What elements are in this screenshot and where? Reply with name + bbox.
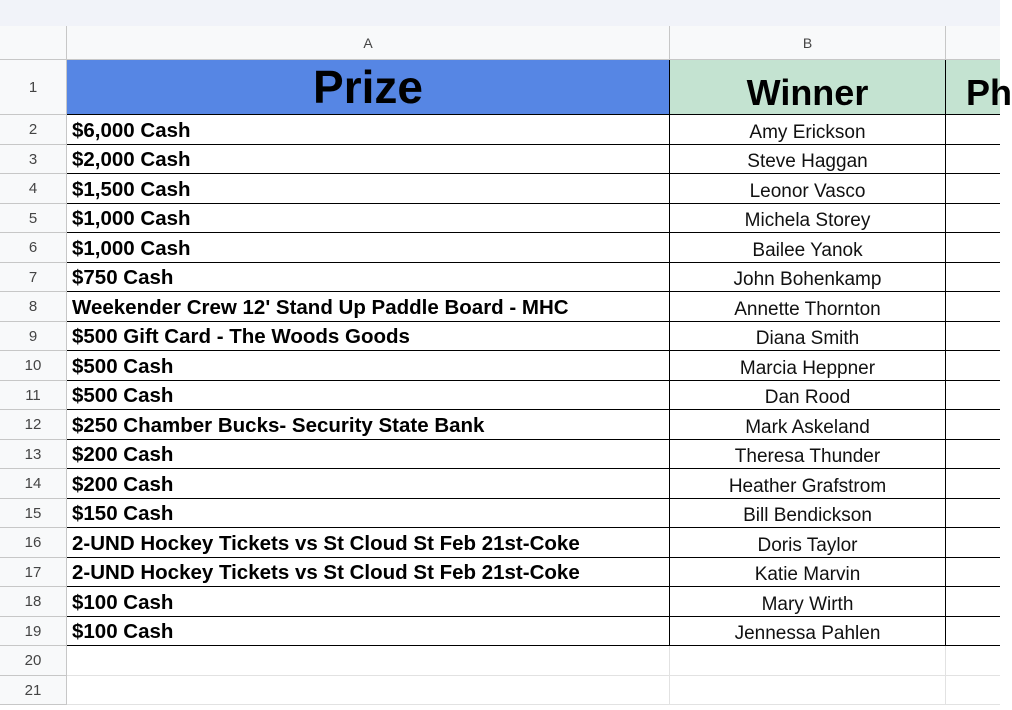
prize-text: $1,000 Cash	[72, 207, 191, 230]
prize-cell[interactable]	[67, 263, 670, 292]
row-header[interactable]: 12	[0, 410, 67, 440]
empty-cell[interactable]	[670, 646, 946, 676]
row-header[interactable]: 4	[0, 174, 67, 204]
prize-text: 2-UND Hockey Tickets vs St Cloud St Feb 21st-Coke	[72, 561, 580, 584]
prize-text: $200 Cash	[72, 473, 174, 496]
winner-text: Leonor Vasco	[749, 181, 866, 202]
prize-cell[interactable]	[67, 499, 670, 528]
row-header[interactable]: 13	[0, 440, 67, 469]
prize-cell[interactable]	[67, 469, 670, 499]
row-header[interactable]: 7	[0, 263, 67, 292]
empty-cell[interactable]	[67, 676, 670, 705]
col-c-header-cell[interactable]: Ph	[946, 60, 1000, 115]
winner-text: Bill Bendickson	[743, 505, 872, 526]
row-header[interactable]: 16	[0, 528, 67, 558]
row-header[interactable]: 18	[0, 587, 67, 617]
winner-cell[interactable]	[670, 469, 946, 499]
prize-text: $250 Chamber Bucks- Security State Bank	[72, 414, 485, 437]
prize-cell[interactable]	[67, 292, 670, 322]
row-header[interactable]: 9	[0, 322, 67, 351]
winner-cell[interactable]	[670, 499, 946, 528]
winner-cell[interactable]	[670, 145, 946, 174]
winner-cell[interactable]	[670, 381, 946, 410]
row-header[interactable]: 20	[0, 646, 67, 676]
prize-cell[interactable]	[67, 617, 670, 646]
prize-cell[interactable]	[67, 440, 670, 469]
prize-text: $6,000 Cash	[72, 119, 191, 142]
row-header[interactable]: 21	[0, 676, 67, 705]
winner-cell[interactable]	[670, 322, 946, 351]
winner-text: Marcia Heppner	[739, 358, 876, 379]
prize-text: $500 Cash	[72, 355, 174, 378]
col-c-cell[interactable]	[946, 469, 1000, 499]
winner-cell[interactable]	[670, 292, 946, 322]
empty-cell[interactable]	[670, 676, 946, 705]
row-header[interactable]: 17	[0, 558, 67, 587]
toolbar-strip	[0, 0, 1000, 26]
col-c-cell[interactable]	[946, 410, 1000, 440]
winner-text: Mary Wirth	[761, 594, 854, 615]
row-header[interactable]: 10	[0, 351, 67, 381]
column-header-a[interactable]: A	[67, 26, 670, 60]
winner-cell[interactable]	[670, 204, 946, 233]
winner-cell[interactable]	[670, 174, 946, 204]
prize-cell[interactable]	[67, 558, 670, 587]
col-c-cell[interactable]	[946, 440, 1000, 469]
winner-text: Dan Rood	[764, 387, 851, 408]
winner-text: Theresa Thunder	[734, 446, 881, 467]
row-header[interactable]: 6	[0, 233, 67, 263]
row-header[interactable]: 15	[0, 499, 67, 528]
col-c-cell[interactable]	[946, 528, 1000, 558]
winner-text: Amy Erickson	[749, 122, 866, 143]
empty-cell[interactable]	[946, 676, 1000, 705]
winner-text: Doris Taylor	[757, 535, 858, 556]
row-header[interactable]: 14	[0, 469, 67, 499]
col-c-cell[interactable]	[946, 174, 1000, 204]
prize-text: $2,000 Cash	[72, 148, 191, 171]
prize-cell[interactable]	[67, 322, 670, 351]
winner-text: Michela Storey	[744, 210, 871, 231]
prize-text: $100 Cash	[72, 591, 174, 614]
prize-cell[interactable]	[67, 410, 670, 440]
prize-cell[interactable]	[67, 115, 670, 145]
winner-cell[interactable]	[670, 233, 946, 263]
col-c-cell[interactable]	[946, 115, 1000, 145]
winner-cell[interactable]	[670, 587, 946, 617]
row-header[interactable]: 3	[0, 145, 67, 174]
winner-cell[interactable]	[670, 558, 946, 587]
row-header[interactable]: 5	[0, 204, 67, 233]
col-c-cell[interactable]	[946, 351, 1000, 381]
winner-text: Jennessa Pahlen	[734, 623, 881, 644]
col-c-cell[interactable]	[946, 145, 1000, 174]
winner-cell[interactable]	[670, 351, 946, 381]
empty-cell[interactable]	[946, 646, 1000, 676]
winner-header-cell[interactable]: Winner	[670, 60, 946, 115]
col-c-cell[interactable]	[946, 263, 1000, 292]
row-header[interactable]: 8	[0, 292, 67, 322]
winner-cell[interactable]	[670, 440, 946, 469]
prize-text: $1,000 Cash	[72, 237, 191, 260]
winner-cell[interactable]	[670, 115, 946, 145]
row-header[interactable]: 11	[0, 381, 67, 410]
winner-text: Diana Smith	[755, 328, 860, 349]
prize-text: $1,500 Cash	[72, 178, 191, 201]
row-header-1[interactable]: 1	[0, 60, 67, 115]
winner-text: Steve Haggan	[747, 151, 868, 172]
empty-cell[interactable]	[67, 646, 670, 676]
prize-cell[interactable]	[67, 233, 670, 263]
prize-cell[interactable]	[67, 528, 670, 558]
prize-cell[interactable]	[67, 145, 670, 174]
winner-cell[interactable]	[670, 263, 946, 292]
prize-header-cell[interactable]: Prize	[67, 60, 670, 115]
winner-text: Annette Thornton	[734, 299, 881, 320]
winner-cell[interactable]	[670, 617, 946, 646]
col-c-cell[interactable]	[946, 617, 1000, 646]
col-c-cell[interactable]	[946, 292, 1000, 322]
prize-text: $100 Cash	[72, 620, 174, 643]
row-header[interactable]: 2	[0, 115, 67, 145]
prize-text: $500 Gift Card - The Woods Goods	[72, 325, 410, 348]
col-c-cell[interactable]	[946, 499, 1000, 528]
col-c-cell[interactable]	[946, 381, 1000, 410]
col-c-cell[interactable]	[946, 558, 1000, 587]
winner-text: John Bohenkamp	[733, 269, 882, 290]
row-header[interactable]: 19	[0, 617, 67, 646]
prize-text: $500 Cash	[72, 384, 174, 407]
col-c-cell[interactable]	[946, 587, 1000, 617]
winner-text: Heather Grafstrom	[728, 476, 887, 497]
prize-cell[interactable]	[67, 204, 670, 233]
select-all-corner[interactable]	[0, 26, 67, 60]
prize-text: $750 Cash	[72, 266, 174, 289]
column-header-c[interactable]	[946, 26, 1000, 60]
col-c-cell[interactable]	[946, 322, 1000, 351]
winner-text: Mark Askeland	[745, 417, 870, 438]
prize-cell[interactable]	[67, 174, 670, 204]
prize-text: 2-UND Hockey Tickets vs St Cloud St Feb 21st-Coke	[72, 532, 580, 555]
col-c-cell[interactable]	[946, 204, 1000, 233]
column-header-b[interactable]: B	[670, 26, 946, 60]
prize-text: $150 Cash	[72, 502, 174, 525]
col-c-cell[interactable]	[946, 233, 1000, 263]
winner-text: Katie Marvin	[754, 564, 861, 585]
prize-cell[interactable]	[67, 587, 670, 617]
prize-cell[interactable]	[67, 381, 670, 410]
winner-cell[interactable]	[670, 410, 946, 440]
prize-text: Weekender Crew 12' Stand Up Paddle Board - MHC	[72, 296, 569, 319]
winner-cell[interactable]	[670, 528, 946, 558]
prize-text: $200 Cash	[72, 443, 174, 466]
prize-cell[interactable]	[67, 351, 670, 381]
winner-text: Bailee Yanok	[752, 240, 863, 261]
